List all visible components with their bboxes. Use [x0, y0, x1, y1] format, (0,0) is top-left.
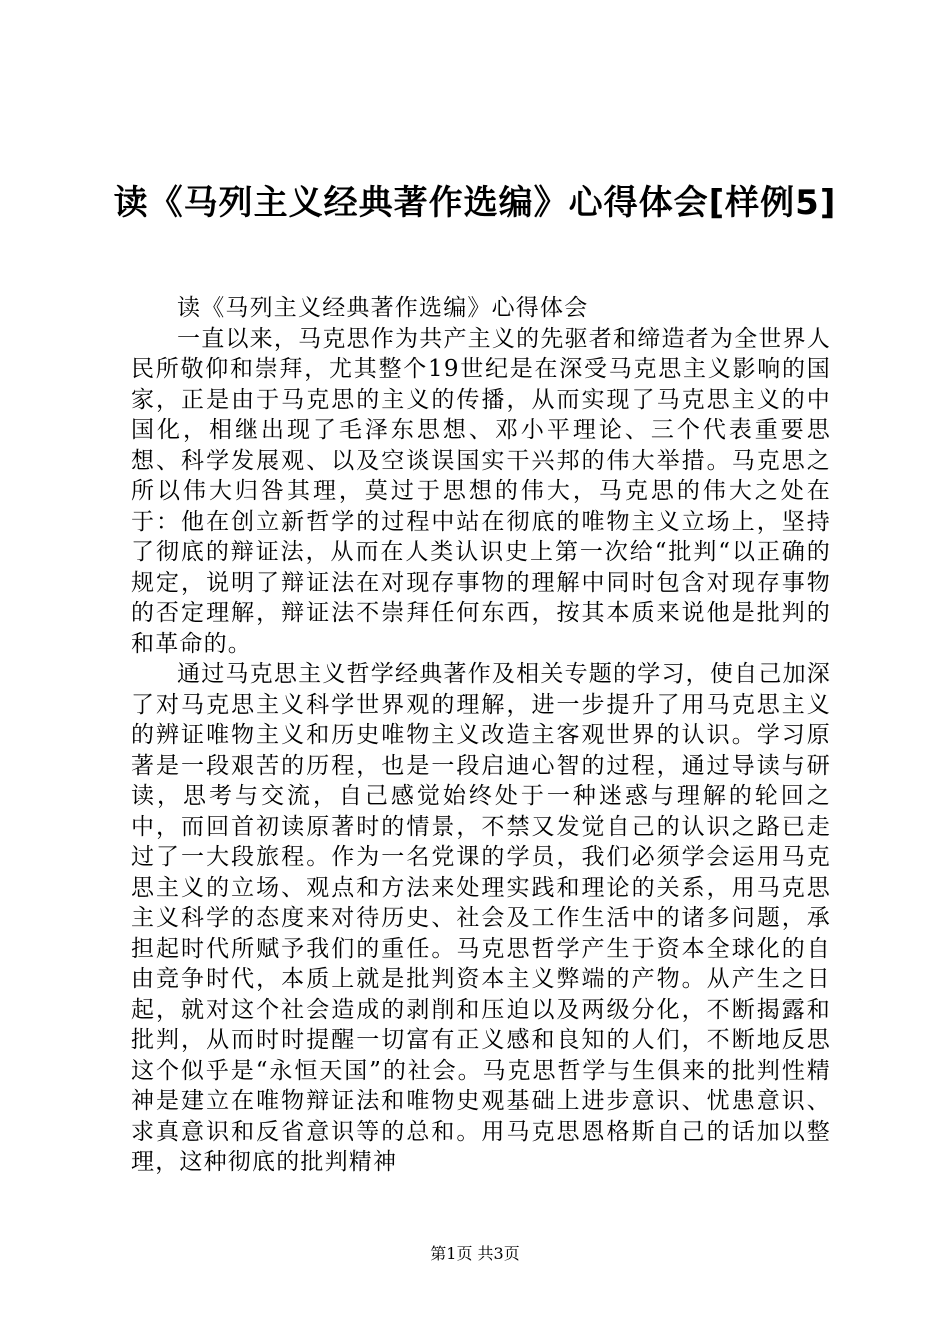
page-footer: 第1页 共3页: [430, 1244, 520, 1263]
document-body: [131, 293, 831, 1178]
subtitle: 读《马列主义经典著作选编》心得体会: [177, 295, 589, 321]
document-title: 读《马列主义经典著作选编》心得体会[样例5]: [113, 183, 837, 223]
paragraph: 通过马克思主义哲学经典著作及相关专题的学习，使自己加深了对马克思主义科学世界观的理解，进一步提升了用马克思主义的辨证唯物主义和历史唯物主义改造主客观世界的认识。学习原著是一段艰苦的历程，也是一段启迪心智的过程，通过导读与研读，思考与交流，自己感觉始终处于一种迷惑与理解的轮回之中，而回首初读原著时的情景，不禁又发觉自己的认识之路已走过了一大段旅程。作为一名党课的学员，我们必须学会运用马克思主义的立场、观点和方法来处理实践和理论的关系，用马克思主义科学的态度来对待历史、社会及工作生活中的诸多问题，承担起时代所赋予我们的重任。马克思哲学产生于资本全球化的自由竞争时代，本质上就是批判资本主义弊端的产物。从产生之日起，就对这个社会造成的剥削和压迫以及两级分化，不断揭露和批判，从而时时提醒一切富有正义感和良知的人们，不断地反思这个似乎是“永恒天国”的社会。马克思哲学与生俱来的批判性精神是建立在唯物辩证法和唯物史观基础上进步意识、忧患意识、求真意识和反省意识等的总和。用马克思恩格斯自己的话加以整理，这种彻底的批判精神: [131, 661, 831, 1175]
paragraph: 一直以来，马克思作为共产主义的先驱者和缔造者为全世界人民所敬仰和崇拜，尤其整个19世纪是在深受马克思主义影响的国家，正是由于马克思的主义的传播，从而实现了马克思主义的中国化，相继出现了毛泽东思想、邓小平理论、三个代表重要思想、科学发展观、以及空谈误国实干兴邦的伟大举措。马克思之所以伟大归咎其理，莫过于思想的伟大，马克思的伟大之处在于：他在创立新哲学的过程中站在彻底的唯物主义立场上，坚持了彻底的辩证法，从而在人类认识史上第一次给“批判“以正确的规定，说明了辩证法在对现存事物的理解中同时包含对现存事物的否定理解，辩证法不崇拜任何东西，按其本质来说他是批判的和革命的。: [131, 325, 831, 657]
